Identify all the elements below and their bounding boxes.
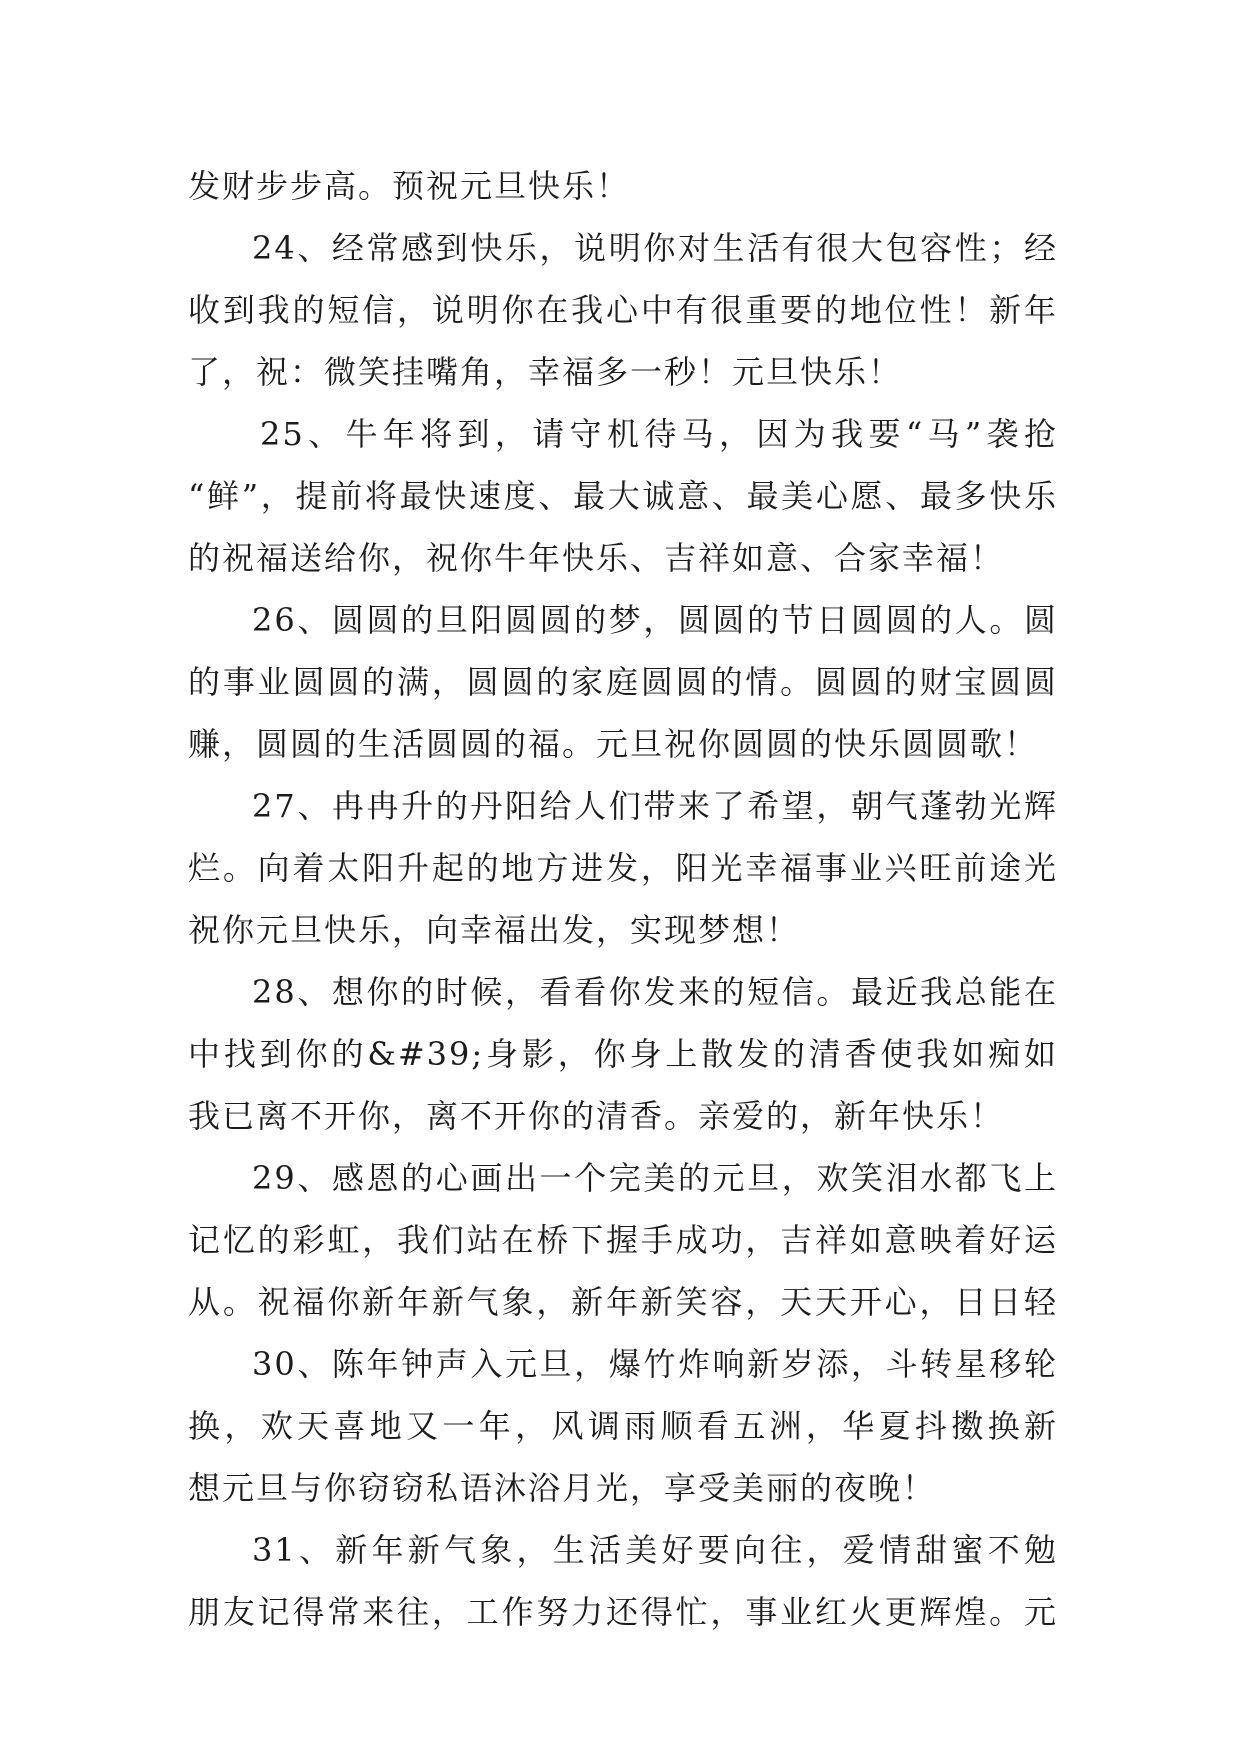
paragraph-line: 31、新年新气象，生活美好要向往，爱情甜蜜不勉 (252, 1531, 1058, 1569)
paragraph-line: 的祝福送给你，祝你牛年快乐、吉祥如意、合家幸福！ (188, 539, 1005, 577)
paragraph-line: “鲜”，提前将最快速度、最大诚意、最美心愿、最多快乐 (188, 477, 1058, 515)
paragraph-line: 30、陈年钟声入元旦，爆竹炸响新岁添，斗转星移轮 (252, 1345, 1058, 1383)
paragraph-line: 26、圆圆的旦阳圆圆的梦，圆圆的节日圆圆的人。圆 (252, 601, 1058, 639)
paragraph-line: 祝你元旦快乐，向幸福出发，实现梦想！ (188, 911, 801, 949)
paragraph-line: 烂。向着太阳升起的地方进发，阳光幸福事业兴旺前途光 (188, 849, 1058, 887)
paragraph-line: 赚，圆圆的生活圆圆的福。元旦祝你圆圆的快乐圆圆歌！ (188, 725, 1039, 763)
paragraph-line: 记忆的彩虹，我们站在桥下握手成功，吉祥如意映着好运 (188, 1221, 1058, 1259)
paragraph-line: 收到我的短信，说明你在我心中有很重要的地位性！新年 (188, 291, 1058, 329)
paragraph-line: 发财步步高。预祝元旦快乐！ (188, 167, 631, 205)
paragraph-line: 换，欢天喜地又一年，风调雨顺看五洲，华夏抖擞换新 (188, 1407, 1058, 1445)
paragraph-line: 我已离不开你，离不开你的清香。亲爱的，新年快乐！ (188, 1097, 1005, 1135)
paragraph-line: 朋友记得常来往，工作努力还得忙，事业红火更辉煌。元 (188, 1593, 1058, 1631)
paragraph-line: 25、牛年将到，请守机待马，因为我要“马”袭抢 (260, 415, 1058, 453)
paragraph-line: 27、冉冉升的丹阳给人们带来了希望，朝气蓬勃光辉 (252, 787, 1058, 825)
document-body (188, 155, 1058, 1643)
paragraph-line: 29、感恩的心画出一个完美的元旦，欢笑泪水都飞上 (252, 1159, 1058, 1197)
paragraph-line: 的事业圆圆的满，圆圆的家庭圆圆的情。圆圆的财宝圆圆 (188, 663, 1058, 701)
paragraph-line: 24、经常感到快乐，说明你对生活有很大包容性；经 (252, 229, 1058, 267)
paragraph-line: 从。祝福你新年新气象，新年新笑容，天天开心，日日轻 (188, 1283, 1058, 1321)
paragraph-line: 28、想你的时候，看看你发来的短信。最近我总能在 (252, 973, 1058, 1011)
paragraph-line: 了，祝：微笑挂嘴角，幸福多一秒！元旦快乐！ (188, 353, 903, 391)
paragraph-line: 想元旦与你窃窃私语沐浴月光，享受美丽的夜晚！ (188, 1469, 937, 1507)
paragraph-line: 中找到你的&#39;身影，你身上散发的清香使我如痴如 (188, 1035, 1058, 1073)
